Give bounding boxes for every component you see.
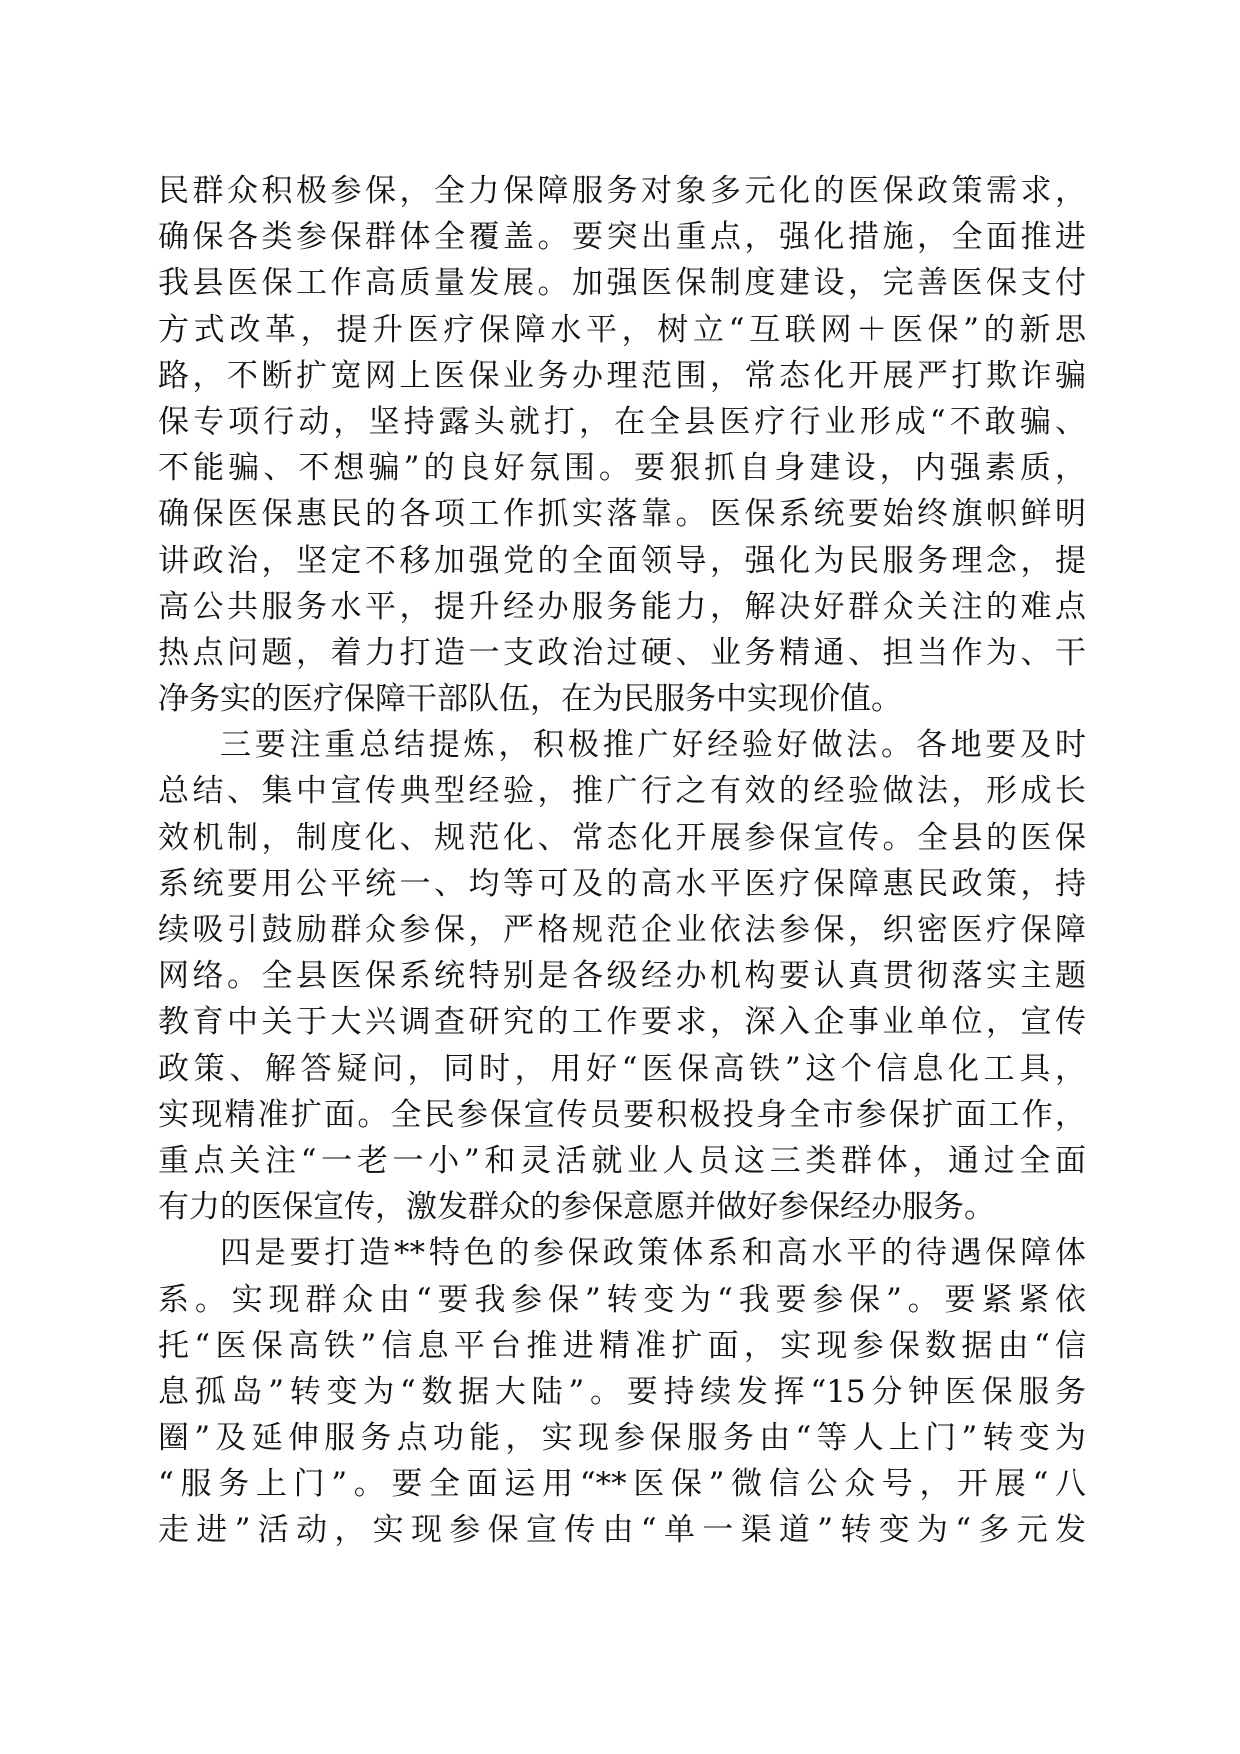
text-line: 热点问题，着力打造一支政治过硬、业务精通、担当作为、干: [158, 634, 1086, 671]
text-line: 圈”及延伸服务点功能，实现参保服务由“等人上门”转变为: [158, 1420, 1086, 1457]
text-line: 效机制，制度化、规范化、常态化开展参保宣传。全县的医保: [158, 819, 1086, 856]
text-line: 教育中关于大兴调查研究的工作要求，深入企事业单位，宣传: [158, 1004, 1086, 1041]
text-line: 走进”活动，实现参保宣传由“单一渠道”转变为“多元发: [158, 1512, 1086, 1549]
text-line: 保专项行动，坚持露头就打，在全县医疗行业形成“不敢骗、: [158, 403, 1086, 440]
paragraph-start-line: 四是要打造**特色的参保政策体系和高水平的待遇保障体: [220, 1235, 1086, 1272]
text-line: 实现精准扩面。全民参保宣传员要积极投身全市参保扩面工作，: [158, 1096, 1086, 1133]
text-line: 系。实现群众由“要我参保”转变为“我要参保”。要紧紧依: [158, 1281, 1086, 1318]
text-line: 确保各类参保群体全覆盖。要突出重点，强化措施，全面推进: [158, 219, 1086, 256]
text-line: 系统要用公平统一、均等可及的高水平医疗保障惠民政策，持: [158, 865, 1086, 902]
paragraph-end-line: 净务实的医疗保障干部队伍，在为民服务中实现价值。: [158, 681, 902, 718]
text-line: 民群众积极参保，全力保障服务对象多元化的医保政策需求，: [158, 173, 1086, 209]
text-line: 路，不断扩宽网上医保业务办理范围，常态化开展严打欺诈骗: [158, 357, 1086, 394]
paragraph-end-line: 有力的医保宣传，激发群众的参保意愿并做好参保经办服务。: [158, 1189, 995, 1226]
text-line: 总结、集中宣传典型经验，推广行之有效的经验做法，形成长: [158, 773, 1086, 810]
text-line: 托“医保高铁”信息平台推进精准扩面，实现参保数据由“信: [158, 1327, 1086, 1364]
paragraph-start-line: 三要注重总结提炼，积极推广好经验好做法。各地要及时: [220, 727, 1086, 764]
document-body: [158, 168, 1086, 1554]
text-line: 我县医保工作高质量发展。加强医保制度建设，完善医保支付: [158, 265, 1086, 302]
text-line: 重点关注“一老一小”和灵活就业人员这三类群体，通过全面: [158, 1142, 1086, 1179]
text-line: 讲政治，坚定不移加强党的全面领导，强化为民服务理念，提: [158, 542, 1086, 579]
text-line: 网络。全县医保系统特别是各级经办机构要认真贯彻落实主题: [158, 958, 1086, 995]
text-line: 确保医保惠民的各项工作抓实落靠。医保系统要始终旗帜鲜明: [158, 496, 1086, 533]
text-line: 不能骗、不想骗”的良好氛围。要狠抓自身建设，内强素质，: [158, 450, 1086, 487]
text-line: 政策、解答疑问，同时，用好“医保高铁”这个信息化工具，: [158, 1050, 1086, 1087]
text-line: 续吸引鼓励群众参保，严格规范企业依法参保，织密医疗保障: [158, 912, 1086, 948]
text-line: 息孤岛”转变为“数据大陆”。要持续发挥“15分钟医保服务: [158, 1373, 1086, 1410]
text-line: 方式改革，提升医疗保障水平，树立“互联网＋医保”的新思: [158, 311, 1086, 348]
text-line: “服务上门”。要全面运用“**医保”微信公众号，开展“八: [158, 1466, 1086, 1503]
text-line: 高公共服务水平，提升经办服务能力，解决好群众关注的难点: [158, 588, 1086, 625]
